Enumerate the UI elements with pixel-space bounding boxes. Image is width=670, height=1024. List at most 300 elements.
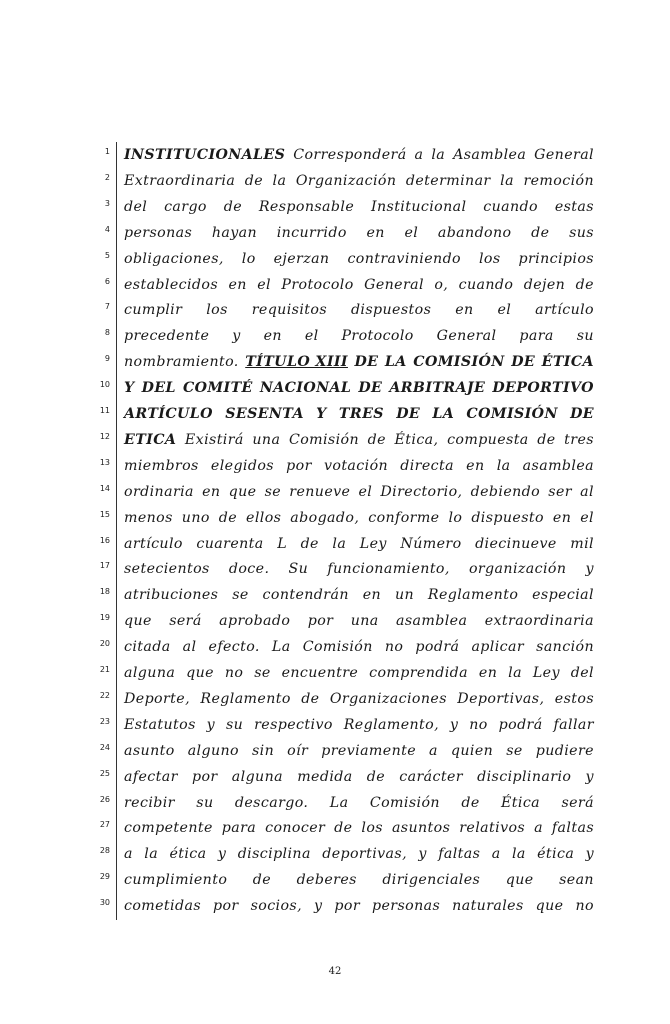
word: diecinueve <box>475 535 557 552</box>
word: en <box>228 276 247 293</box>
word: aplicar <box>471 639 525 656</box>
word: directa <box>400 457 454 474</box>
line-number: 19 <box>99 613 110 623</box>
word: menos <box>124 509 173 526</box>
word: faltas <box>438 846 481 863</box>
text-line <box>124 301 594 319</box>
word: medida <box>297 768 353 785</box>
word: por <box>307 613 334 630</box>
word: doce. <box>228 561 270 578</box>
word: Protocolo <box>281 276 354 293</box>
word: que <box>186 665 214 681</box>
word: Ley <box>532 665 560 681</box>
word: el <box>257 276 271 293</box>
line-number: 7 <box>104 302 110 312</box>
word: de <box>244 172 264 189</box>
word: Organización <box>295 172 397 189</box>
word: extraordinaria <box>484 613 594 630</box>
bold-word: INSTITUCIONALES <box>124 147 286 163</box>
word: Existirá <box>184 431 244 448</box>
word: en <box>455 302 474 319</box>
word: General <box>364 276 424 293</box>
word: tres <box>564 431 594 448</box>
text-line <box>124 845 594 863</box>
word: dispuesto <box>471 509 544 526</box>
word: L <box>277 535 288 552</box>
word: personas <box>124 224 193 241</box>
word: a <box>491 846 501 863</box>
bold-word: NACIONAL <box>259 380 352 397</box>
word: General <box>534 147 594 163</box>
line-number: 29 <box>99 872 110 882</box>
line-number: 1 <box>104 147 110 156</box>
word: y <box>217 846 227 863</box>
word: establecidos <box>124 276 219 293</box>
page-number: 42 <box>328 966 342 977</box>
word: de <box>223 198 242 215</box>
word: en <box>366 224 385 241</box>
word: Directorio, <box>380 483 463 500</box>
text-line <box>124 172 594 190</box>
word: y <box>314 898 323 915</box>
word: la <box>511 846 526 863</box>
word: miembros <box>124 457 199 474</box>
word: de <box>575 276 594 293</box>
text-line <box>124 379 594 397</box>
line-number: 15 <box>99 509 110 519</box>
word: La <box>271 639 291 656</box>
word: Institucional <box>370 198 467 215</box>
word: cuando <box>458 276 514 293</box>
heading-underlined-text: TÍTULO XIII <box>245 354 348 371</box>
line-number: 5 <box>104 250 110 260</box>
word: socios, <box>250 898 303 915</box>
word: artículo <box>124 535 183 552</box>
text-line <box>124 483 594 501</box>
word: naturales <box>452 898 524 915</box>
word: a <box>414 147 424 163</box>
word: en <box>362 587 382 604</box>
line-number: 4 <box>104 224 110 234</box>
word: ejerzan <box>273 250 330 267</box>
word: precedente <box>124 328 210 345</box>
word: ordinaria <box>124 483 194 500</box>
word: Corresponderá <box>293 147 407 163</box>
word: ética <box>169 846 207 863</box>
bold-word: Y <box>124 380 135 397</box>
word: Asamblea <box>453 147 527 163</box>
word: que <box>505 872 534 889</box>
word: estas <box>554 198 594 215</box>
text-line <box>124 768 594 786</box>
word: su <box>226 716 244 733</box>
word: Comisión <box>369 794 440 811</box>
word: recibir <box>124 794 175 811</box>
word: ser <box>548 483 572 500</box>
line-number-margin-rule <box>116 142 117 920</box>
word: cargo <box>164 198 207 215</box>
word: renueve <box>289 483 351 500</box>
line-number: 14 <box>99 483 110 493</box>
word: oír <box>287 742 309 759</box>
line-number: 22 <box>99 690 110 700</box>
word: al <box>580 483 594 500</box>
word: Comisión <box>302 639 373 656</box>
word: cuarenta <box>196 535 264 552</box>
word: el <box>304 328 319 345</box>
word: sin <box>252 742 275 759</box>
text-line <box>124 276 594 294</box>
word: Deportivas, <box>457 690 545 707</box>
word: y <box>585 768 594 785</box>
word: que <box>228 483 257 500</box>
line-number: 13 <box>99 457 110 467</box>
word: asuntos <box>391 820 451 837</box>
word: de <box>366 768 386 785</box>
word: cometidas <box>124 898 201 915</box>
word: contraviniendo <box>347 250 461 267</box>
text-line <box>124 742 594 760</box>
word: Extraordinaria <box>124 172 236 189</box>
line-number: 26 <box>99 794 110 804</box>
word: Reglamento <box>200 690 291 707</box>
word: del <box>124 198 148 215</box>
word: de <box>218 509 238 526</box>
text-line <box>124 586 594 604</box>
bold-word: DE <box>354 354 379 371</box>
word: Reglamento <box>427 587 519 604</box>
word: determinar <box>405 172 491 189</box>
text-line <box>124 638 594 656</box>
text-line <box>124 690 594 708</box>
word: competente <box>124 820 213 837</box>
bold-word: Y <box>316 406 327 422</box>
word: Número <box>400 535 462 552</box>
line-number: 10 <box>99 380 110 390</box>
word: conforme <box>368 509 440 526</box>
word: remoción <box>523 172 594 189</box>
word: no <box>384 639 404 656</box>
word: debiendo <box>470 483 541 500</box>
word: Ley <box>359 535 387 552</box>
word: conocer <box>265 820 326 837</box>
word: y <box>418 846 427 863</box>
bold-word: ARBITRAJE <box>389 380 486 397</box>
word: cumplir <box>124 302 183 319</box>
word: hayan <box>211 224 258 241</box>
word: de <box>531 224 550 241</box>
word: mil <box>570 535 594 552</box>
word: o, <box>434 276 449 293</box>
line-number: 23 <box>99 716 110 726</box>
word: la <box>431 147 446 163</box>
word: carácter <box>399 768 463 785</box>
word: a <box>534 820 543 837</box>
word: General <box>436 328 497 345</box>
word: Protocolo <box>341 328 414 345</box>
word: contendrán <box>262 587 349 604</box>
line-number: 17 <box>99 561 110 571</box>
bold-word: DEPORTIVO <box>492 380 594 397</box>
text-line <box>124 716 594 734</box>
word: especial <box>532 587 594 604</box>
word: al <box>182 639 197 656</box>
word: no <box>575 898 594 915</box>
word: el <box>580 509 594 526</box>
word: personas <box>372 898 441 915</box>
word: el <box>497 302 512 319</box>
word: ellos <box>246 509 282 526</box>
word: setecientos <box>124 561 210 578</box>
word: relativos <box>459 820 526 837</box>
word: de <box>252 872 272 889</box>
text-line <box>124 535 594 553</box>
word: principios <box>518 250 594 267</box>
word: artículo <box>535 302 594 319</box>
line-number: 27 <box>99 820 110 830</box>
bold-word: SESENTA <box>225 406 304 422</box>
word: Su <box>288 561 309 578</box>
word: y <box>232 328 241 345</box>
word: la <box>496 457 511 474</box>
word: y <box>585 846 594 863</box>
word: votación <box>323 457 389 474</box>
word: de <box>334 820 353 837</box>
line-number: 8 <box>104 328 110 338</box>
word: no <box>224 665 244 681</box>
word: alguna <box>231 768 283 785</box>
word: no <box>469 716 488 733</box>
line-number: 21 <box>99 665 110 674</box>
word: la <box>332 535 347 552</box>
word: efecto. <box>208 639 260 656</box>
word: la <box>500 172 514 189</box>
line-number: 16 <box>99 535 110 545</box>
word: y <box>206 716 216 733</box>
text-line <box>124 250 594 268</box>
word: del <box>570 665 594 681</box>
bold-word: DE <box>358 380 383 397</box>
word: faltas <box>551 820 594 837</box>
word: para <box>221 820 257 837</box>
word: abogado, <box>290 509 360 526</box>
word: y <box>585 561 594 578</box>
word: estos <box>554 690 594 707</box>
word: en <box>202 483 221 500</box>
word: requisitos <box>251 302 327 319</box>
word: Ética <box>501 794 541 811</box>
word: sean <box>559 872 594 889</box>
word: la <box>144 846 159 863</box>
word: una <box>350 613 379 630</box>
text-line <box>124 560 594 578</box>
bold-word: LA <box>432 406 455 422</box>
text-line <box>124 405 594 423</box>
word: por <box>286 457 312 474</box>
bold-word: ÉTICA <box>541 354 594 371</box>
word: se <box>506 742 523 759</box>
word: quien <box>450 742 494 759</box>
text-line <box>124 431 594 449</box>
text-line <box>124 457 594 475</box>
word: el <box>404 224 419 241</box>
word: abandono <box>437 224 512 241</box>
line-number: 28 <box>99 846 110 856</box>
word: se <box>264 483 282 500</box>
word: por <box>191 768 218 785</box>
word: afectar <box>124 768 178 785</box>
word: cuando <box>483 198 538 215</box>
word: de <box>301 690 320 707</box>
word: para <box>519 328 554 345</box>
bold-word: COMISIÓN <box>413 354 505 371</box>
text-line <box>124 146 594 164</box>
word: Estatutos <box>124 716 196 733</box>
line-number: 2 <box>104 172 110 182</box>
word: en <box>478 665 498 681</box>
bold-word: TRES <box>338 406 384 422</box>
word: podrá <box>415 639 460 656</box>
word: en <box>552 509 572 526</box>
word: Deporte, <box>124 690 190 707</box>
word: los <box>478 250 501 267</box>
word: incurrido <box>276 224 347 241</box>
text-line <box>124 509 594 527</box>
word: aprobado <box>219 613 291 630</box>
word: de <box>367 431 386 448</box>
word: podrá <box>498 716 543 733</box>
word: asamblea <box>522 457 594 474</box>
line-number: 3 <box>104 198 110 208</box>
word: atribuciones <box>124 587 219 604</box>
word: disciplinario <box>477 768 572 785</box>
word: descargo. <box>234 794 309 811</box>
text-line <box>124 224 594 242</box>
word: en <box>466 457 485 474</box>
line-number: 18 <box>99 587 110 597</box>
word: y <box>449 716 459 733</box>
word: por <box>334 898 361 915</box>
word: que <box>124 613 152 630</box>
word: funcionamiento, <box>327 561 450 578</box>
bold-word: DE <box>570 406 594 422</box>
line-number: 9 <box>104 354 110 364</box>
bold-word: COMITÉ <box>182 380 253 397</box>
line-number: 30 <box>99 898 110 908</box>
word: La <box>329 794 349 811</box>
word: de <box>300 535 319 552</box>
bold-word: DE <box>511 354 536 371</box>
line-number: 20 <box>99 639 110 649</box>
word: encuentre <box>281 665 359 681</box>
word: de <box>461 794 480 811</box>
word: a <box>429 742 438 759</box>
word: el <box>358 483 373 500</box>
word: sanción <box>536 639 594 656</box>
word: disciplina <box>237 846 311 863</box>
line-number: 6 <box>104 276 110 286</box>
text-line <box>124 664 594 682</box>
word: sus <box>569 224 594 241</box>
word: Comisión <box>288 431 360 448</box>
word: será <box>169 613 202 630</box>
word: los <box>361 820 383 837</box>
word: elegidos <box>210 457 274 474</box>
word: su <box>196 794 214 811</box>
word: fallar <box>553 716 594 733</box>
word: dispuestos <box>350 302 432 319</box>
word: su <box>576 328 594 345</box>
word: la <box>508 665 522 681</box>
text-line <box>124 612 594 630</box>
word: la <box>272 172 287 189</box>
line-number: 24 <box>99 742 110 752</box>
word: pudiere <box>535 742 594 759</box>
word: alguna <box>124 665 176 681</box>
word: Organizaciones <box>329 690 447 707</box>
word: dirigenciales <box>382 872 481 889</box>
word: una <box>252 431 281 448</box>
bold-word: LA <box>384 354 407 371</box>
bold-word: DEL <box>141 380 176 397</box>
word: lo <box>448 509 463 526</box>
word: dejen <box>523 276 566 293</box>
text-line <box>124 871 594 889</box>
text-line <box>124 897 594 915</box>
word: lo <box>241 250 256 267</box>
word: Ética, <box>394 431 439 448</box>
word: comprendida <box>369 665 469 681</box>
bold-word: COMISIÓN <box>466 406 558 422</box>
word: citada <box>124 639 171 656</box>
line-number: 12 <box>99 431 110 441</box>
word: se <box>254 665 271 681</box>
word: asunto <box>124 742 175 759</box>
text-line <box>124 327 594 345</box>
word: de <box>537 431 556 448</box>
text-line <box>124 198 594 216</box>
word: organización <box>468 561 567 578</box>
word: cumplimiento <box>124 872 228 889</box>
word: asamblea <box>396 613 468 630</box>
word: que <box>535 898 564 915</box>
bold-word: ETICA <box>124 431 177 448</box>
word: los <box>206 302 228 319</box>
word: obligaciones, <box>124 250 224 267</box>
word: respectivo <box>254 716 333 733</box>
text-line <box>124 819 594 837</box>
text-line <box>124 353 594 371</box>
bold-word: DE <box>396 406 421 422</box>
word: previamente <box>321 742 417 759</box>
word: será <box>561 794 594 811</box>
bold-word: ARTÍCULO <box>124 406 213 422</box>
word: deberes <box>296 872 357 889</box>
word: alguno <box>187 742 239 759</box>
word: deportivas, <box>322 846 408 863</box>
word: nombramiento. <box>124 354 239 371</box>
word: uno <box>181 509 210 526</box>
word: Reglamento, <box>343 716 440 733</box>
word: ética <box>537 846 575 863</box>
word: compuesta <box>447 431 529 448</box>
word: en <box>263 328 282 345</box>
line-number: 25 <box>99 768 110 778</box>
text-line <box>124 794 594 812</box>
word: Responsable <box>258 198 355 215</box>
line-number: 11 <box>99 406 110 415</box>
word: un <box>394 587 415 604</box>
